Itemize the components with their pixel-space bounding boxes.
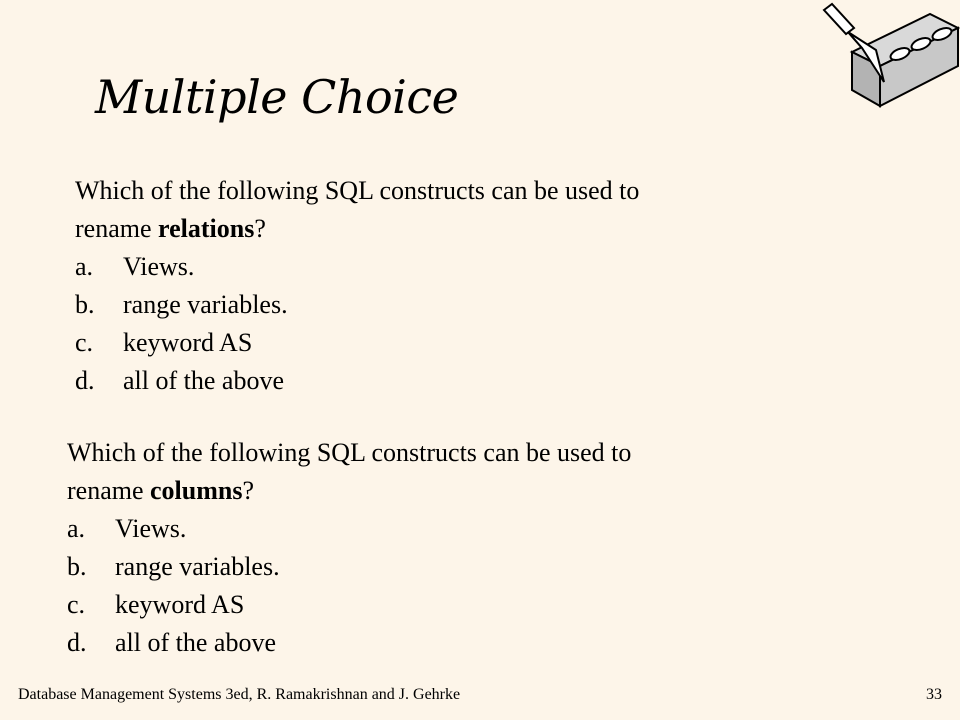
choice-text: Views.: [115, 514, 187, 543]
choice-letter: c.: [67, 590, 86, 619]
stem-prefix: rename: [67, 476, 151, 505]
question-stem-line2: [75, 210, 639, 248]
choice-letter: a.: [75, 252, 94, 281]
question-relations: [75, 172, 639, 400]
question-stem-line1: Which of the following SQL constructs can be used to: [75, 176, 640, 205]
choice-d: [75, 362, 639, 400]
choice-b: [75, 286, 639, 324]
stem-suffix: ?: [242, 476, 255, 505]
choice-letter: c.: [75, 328, 94, 357]
choice-letter: b.: [67, 552, 87, 581]
choice-text: Views.: [123, 252, 195, 281]
question-columns: [67, 434, 631, 662]
choice-letter: d.: [67, 628, 87, 657]
choice-d: [67, 624, 631, 662]
choice-letter: b.: [75, 290, 95, 319]
stem-keyword: columns: [150, 476, 243, 505]
stem-keyword: relations: [158, 214, 255, 243]
choice-text: range variables.: [115, 552, 280, 581]
choice-b: [67, 548, 631, 586]
choice-text: range variables.: [123, 290, 288, 319]
choice-text: keyword AS: [123, 328, 253, 357]
page-number: 33: [926, 686, 942, 703]
footer-citation: Database Management Systems 3ed, R. Ramakrishnan and J. Gehrke: [18, 686, 461, 703]
choice-text: all of the above: [123, 366, 284, 395]
question-stem-line1: Which of the following SQL constructs can be used to: [67, 438, 632, 467]
slide-footer: [18, 686, 942, 704]
choice-text: keyword AS: [115, 590, 245, 619]
choice-letter: d.: [75, 366, 95, 395]
choice-a: [67, 510, 631, 548]
stem-suffix: ?: [254, 214, 266, 243]
stem-prefix: rename: [75, 214, 159, 243]
choice-a: [75, 248, 639, 286]
choice-c: [75, 324, 639, 362]
choice-c: [67, 586, 631, 624]
choice-letter: a.: [67, 514, 86, 543]
brick-and-trowel-icon: [818, 2, 960, 110]
question-stem-line2: [67, 472, 631, 510]
choice-text: all of the above: [115, 628, 276, 657]
slide-title: Multiple Choice: [95, 70, 459, 124]
